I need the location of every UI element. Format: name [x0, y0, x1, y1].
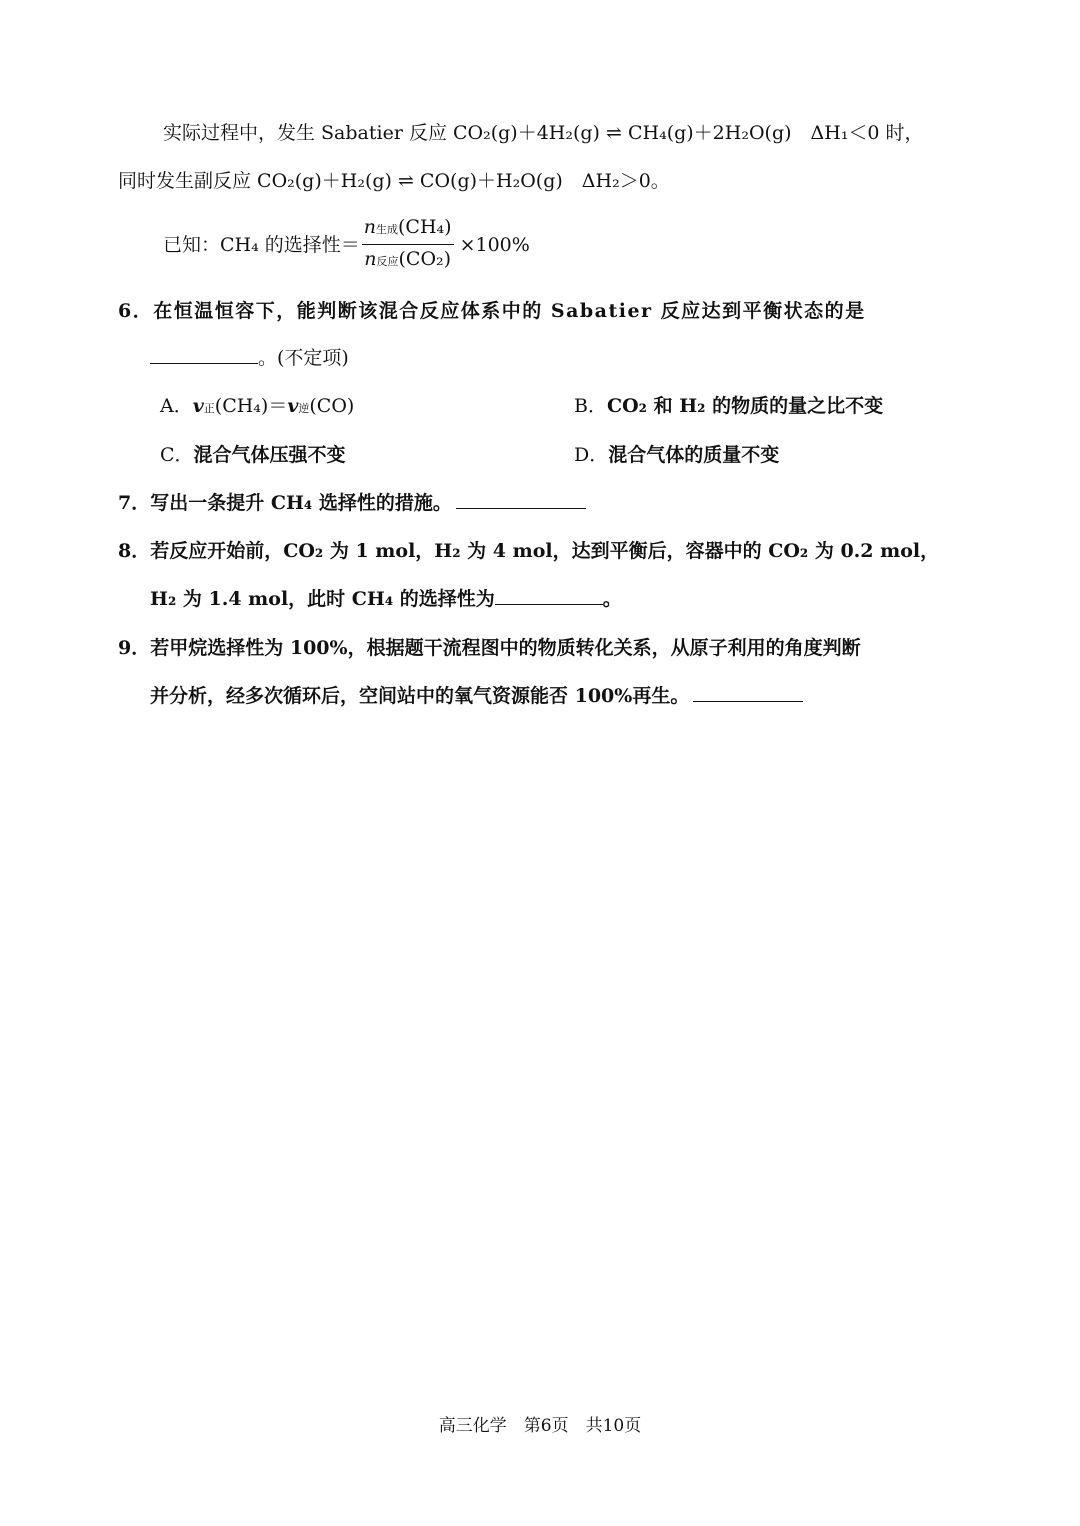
option-d — [574, 441, 779, 469]
selectivity-formula — [163, 215, 530, 274]
intro-line-2: 同时发生副反应 CO₂(g)＋H₂(g) ⇌ CO(g)＋H₂O(g) ΔH₂＞0。 — [118, 170, 670, 192]
option-label: C． — [160, 444, 194, 466]
page-footer: 高三化学 第6页 共10页 — [438, 1416, 642, 1436]
fraction-numerator — [362, 215, 454, 245]
answer-blank[interactable] — [150, 345, 258, 364]
question-number: 8． — [118, 540, 151, 562]
question-number: 6． — [118, 300, 154, 322]
question-text: 并分析，经多次循环后，空间站中的氧气资源能否 100%再生。 — [150, 685, 690, 707]
numerator-species: (CH₄) — [398, 216, 452, 238]
subscript-reverse: 逆 — [298, 402, 310, 415]
option-text: CO₂ 和 H₂ 的物质的量之比不变 — [606, 395, 884, 417]
v-symbol: v — [192, 395, 204, 417]
answer-blank[interactable] — [495, 586, 603, 605]
option-label: A． — [160, 395, 193, 417]
question-9-line-2 — [150, 682, 803, 710]
intro-line-1: 实际过程中，发生 Sabatier 反应 CO₂(g)＋4H₂(g) ⇌ CH₄(g)＋2H₂O(g) ΔH₁＜0 时， — [163, 122, 924, 144]
option-b — [574, 392, 883, 420]
option-text: (CO) — [309, 395, 355, 417]
question-text: 若甲烷选择性为 100%，根据题干流程图中的物质转化关系，从原子利用的角度判断 — [150, 637, 861, 659]
option-text: 混合气体压强不变 — [193, 444, 346, 466]
question-8 — [118, 537, 939, 565]
fraction — [362, 215, 454, 274]
n-symbol: n — [363, 216, 377, 238]
question-9 — [118, 634, 861, 662]
formula-prefix: 已知：CH₄ 的选择性＝ — [163, 233, 360, 256]
denominator-species: (CO₂) — [398, 248, 452, 270]
fraction-denominator — [362, 245, 453, 274]
question-7 — [118, 489, 586, 517]
option-text: 混合气体的质量不变 — [608, 444, 780, 466]
question-text: 若反应开始前，CO₂ 为 1 mol，H₂ 为 4 mol，达到平衡后，容器中的 CO₂ 为 0.2 mol， — [150, 540, 940, 562]
question-text: H₂ 为 1.4 mol，此时 CH₄ 的选择性为 — [150, 588, 495, 610]
option-c — [160, 441, 346, 469]
formula-suffix: ×100% — [459, 233, 530, 256]
answer-blank[interactable] — [456, 490, 586, 509]
option-label: D． — [574, 444, 609, 466]
option-text: (CH₄)＝ — [214, 395, 288, 417]
option-label: B． — [574, 395, 607, 417]
question-text: 写出一条提升 CH₄ 选择性的措施。 — [150, 492, 452, 514]
question-note: 。(不定项) — [258, 347, 349, 369]
answer-blank[interactable] — [693, 683, 803, 702]
n-symbol: n — [364, 248, 377, 270]
question-number: 7． — [118, 492, 151, 514]
v-symbol: v — [287, 395, 299, 417]
subscript-reacted: 反应 — [376, 255, 399, 268]
question-number: 9． — [118, 637, 151, 659]
subscript-forward: 正 — [203, 402, 215, 415]
option-a — [160, 392, 354, 423]
question-8-line-2 — [150, 585, 622, 613]
question-6-line-2 — [150, 344, 349, 372]
question-text: 在恒温恒容下，能判断该混合反应体系中的 Sabatier 反应达到平衡状态的是 — [153, 300, 866, 322]
question-text: 。 — [602, 588, 622, 610]
question-6 — [118, 297, 866, 325]
subscript-formed: 生成 — [376, 223, 399, 236]
